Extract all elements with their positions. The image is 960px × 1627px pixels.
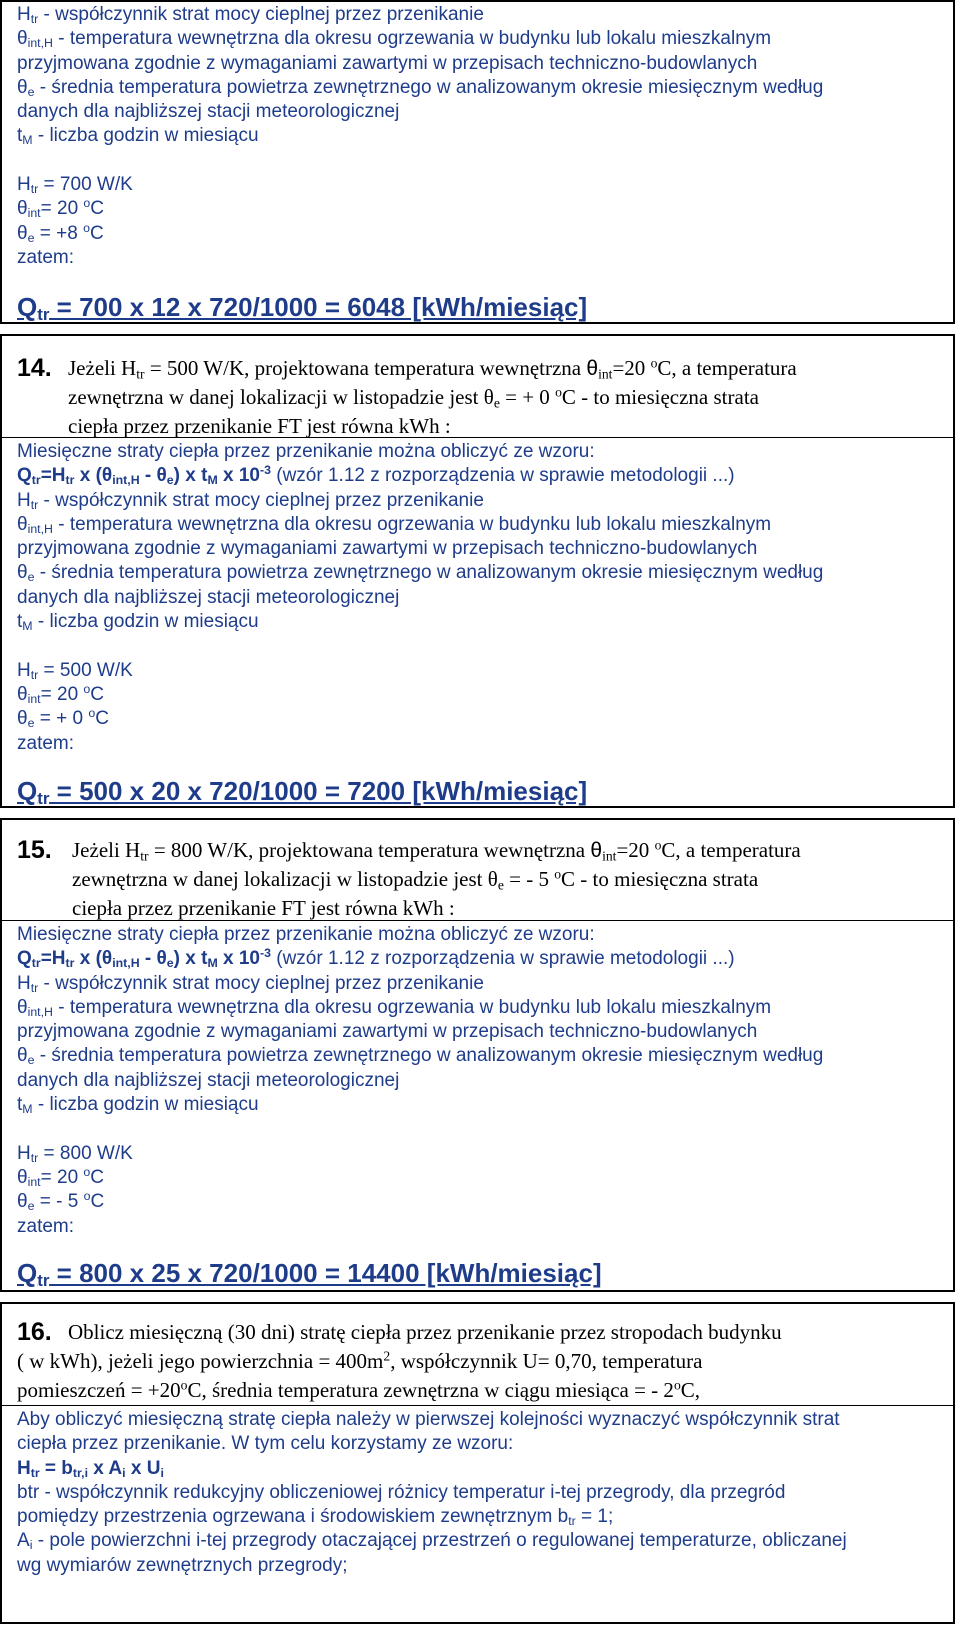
def-te: $\theta_e$ - średnia temperatura powietrza zewnętrznego w analizowanym okresie miesięcznym według (17, 562, 824, 585)
formula-intro: Miesięczne straty ciepła przez przenikanie można obliczyć ze wzoru: (17, 441, 595, 462)
def-btr: btr - współczynnik redukcyjny obliczeniowej różnicy temperatur i-tej przegrody, dla przegród (17, 1481, 786, 1503)
value-htr: $H_{tr} = 500$ W/K (17, 659, 133, 682)
formula: $Q_{tr}=H_{tr}$ x $(\theta_{int,H} - \theta_e)$ x $t_M$ x $10^{-3}$ (wzór 1.12 z rozporządzenia w sprawie metodologii ...) (17, 946, 735, 971)
question-block-15 (0, 818, 955, 1292)
question-number: 15. (17, 836, 52, 864)
def-ai: $A_i$ - pole powierzchni i-tej przegrody otaczającej przestrzeń o regulowanej temperaturze, obliczanej (17, 1530, 847, 1553)
value-htr: $H_{tr} = 800$ W/K (17, 1142, 133, 1165)
def-tint-cont: przyjmowana zgodnie z wymaganiami zawartymi w przepisach techniczno-budowlanych (17, 1021, 758, 1043)
def-tm: $t_M$ - liczba godzin w miesiącu (17, 1094, 259, 1117)
value-tint: $\theta_{int}= 20$ $^o$C (17, 1165, 105, 1190)
question-text-cont: ( w kWh), jeżeli jego powierzchnia = $400m^2$, współczynnik U= 0,70, temperatura pomieszczeń = $+20^oC$, średnia temperatura zewnętrzna w ciągu miesiąca = - 2$^o$C, (17, 1348, 703, 1402)
question-number: 14. (17, 354, 52, 382)
question-block-14 (0, 334, 955, 808)
zatem-label: zatem: (17, 246, 75, 268)
value-te: $\theta_e$ = + 0 $^o$C (17, 706, 109, 731)
result-14: $Q_{tr} = 500$ x 20 x 720/1000 = 7200 [kWh/miesiąc] (17, 776, 588, 809)
def-te: $\theta_e$ - średnia temperatura powietrza zewnętrznego w analizowanym okresie miesięcznym według (17, 1045, 824, 1068)
question-block-16 (0, 1302, 955, 1624)
def-te-cont: danych dla najbliższej stacji meteorologicznej (17, 1069, 400, 1091)
value-tint: $\theta_{int}= 20$ $^o$C (17, 196, 105, 221)
def-tint: $\theta_{int,H}$ - temperatura wewnętrzna dla okresu ogrzewania w budynku lub lokalu mieszkalnym (17, 996, 772, 1019)
def-te-cont: danych dla najbliższej stacji meteorologicznej (17, 101, 400, 123)
formula-intro: Miesięczne straty ciepła przez przenikanie można obliczyć ze wzoru: (17, 924, 595, 945)
formula: $H_{tr} = b_{tr,i}$ x $A_i$ x $U_i$ (17, 1457, 164, 1480)
def-htr: $H_{tr}$ - współczynnik strat mocy cieplnej przez przenikanie (17, 4, 484, 27)
formula: $Q_{tr}=H_{tr}$ x $(\theta_{int,H} - \theta_e)$ x $t_M$ x $10^{-3}$ (wzór 1.12 z rozporządzenia w sprawie metodologii ...) (17, 463, 735, 488)
value-tint: $\theta_{int}= 20$ $^o$C (17, 682, 105, 707)
zatem-label: zatem: (17, 1215, 75, 1237)
question-text: Oblicz miesięczną (30 dni) stratę ciepła przez przenikanie przez stropodach budynku (68, 1320, 782, 1344)
def-htr: $H_{tr}$ - współczynnik strat mocy cieplnej przez przenikanie (17, 972, 484, 995)
value-te: $\theta_e$ = - 5 $^o$C (17, 1189, 105, 1214)
answer-box-13 (0, 0, 955, 324)
def-ai-cont: wg wymiarów zewnętrznych przegrody; (17, 1554, 348, 1576)
result-15: $Q_{tr} = 800$ x 25 x 720/1000 = 14400 [kWh/miesiąc] (17, 1258, 602, 1291)
value-te: $\theta_e = +8$ $^o$C (17, 220, 104, 245)
def-tint: $\theta_{int,H}$ - temperatura wewnętrzna dla okresu ogrzewania w budynku lub lokalu mieszkalnym (17, 513, 772, 536)
question-number: 16. (17, 1318, 52, 1346)
result-13: $Q_{tr} = 700$ x 12 x 720/1000 = 6048 [kWh/miesiąc] (17, 292, 588, 325)
answer-line: Aby obliczyć miesięczną stratę ciepła należy w pierwszej kolejności wyznaczyć współczynnik strat (17, 1409, 840, 1430)
question-text: Jeżeli $H_{tr} = 500$ W/K, projektowana temperatura wewnętrzna $\theta_{int}=20$ $^o$C, a temperatura zewnętrzna w danej lokalizacji w listopadzie jest $\theta_e$ = + 0 $^o$C - to miesięczna strata ciepła przez przenikanie FT jest równa kWh : (68, 355, 797, 438)
def-tint: $\theta_{int,H}$ - temperatura wewnętrzna dla okresu ogrzewania w budynku lub lokalu mieszkalnym (17, 28, 772, 51)
question-text: Jeżeli $H_{tr} = 800$ W/K, projektowana temperatura wewnętrzna $\theta_{int}=20$ $^o$C, a temperatura zewnętrzna w danej lokalizacji w listopadzie jest $\theta_e$ = - 5 $^o$C - to miesięczna strata ciepła przez przenikanie FT jest równa kWh : (72, 837, 801, 920)
value-htr: $H_{tr} = 700$ W/K (17, 174, 133, 197)
def-tint-cont: przyjmowana zgodnie z wymaganiami zawartymi w przepisach techniczno-budowlanych (17, 538, 758, 560)
def-btr-cont: pomiędzy przestrzenia ogrzewana i środowiskiem zewnętrznym $b_{tr} = 1$; (17, 1506, 614, 1529)
def-te-cont: danych dla najbliższej stacji meteorologicznej (17, 586, 400, 608)
def-tm: $t_M$ - liczba godzin w miesiącu (17, 125, 259, 148)
zatem-label: zatem: (17, 732, 75, 754)
def-tm: $t_M$ - liczba godzin w miesiącu (17, 611, 259, 634)
def-htr: $H_{tr}$ - współczynnik strat mocy cieplnej przez przenikanie (17, 489, 484, 512)
def-te: $\theta_e$ - średnia temperatura powietrza zewnętrznego w analizowanym okresie miesięcznym według (17, 76, 824, 99)
answer-line: ciepła przez przenikanie. W tym celu korzystamy ze wzoru: (17, 1433, 514, 1455)
def-tint-cont: przyjmowana zgodnie z wymaganiami zawartymi w przepisach techniczno-budowlanych (17, 52, 758, 74)
